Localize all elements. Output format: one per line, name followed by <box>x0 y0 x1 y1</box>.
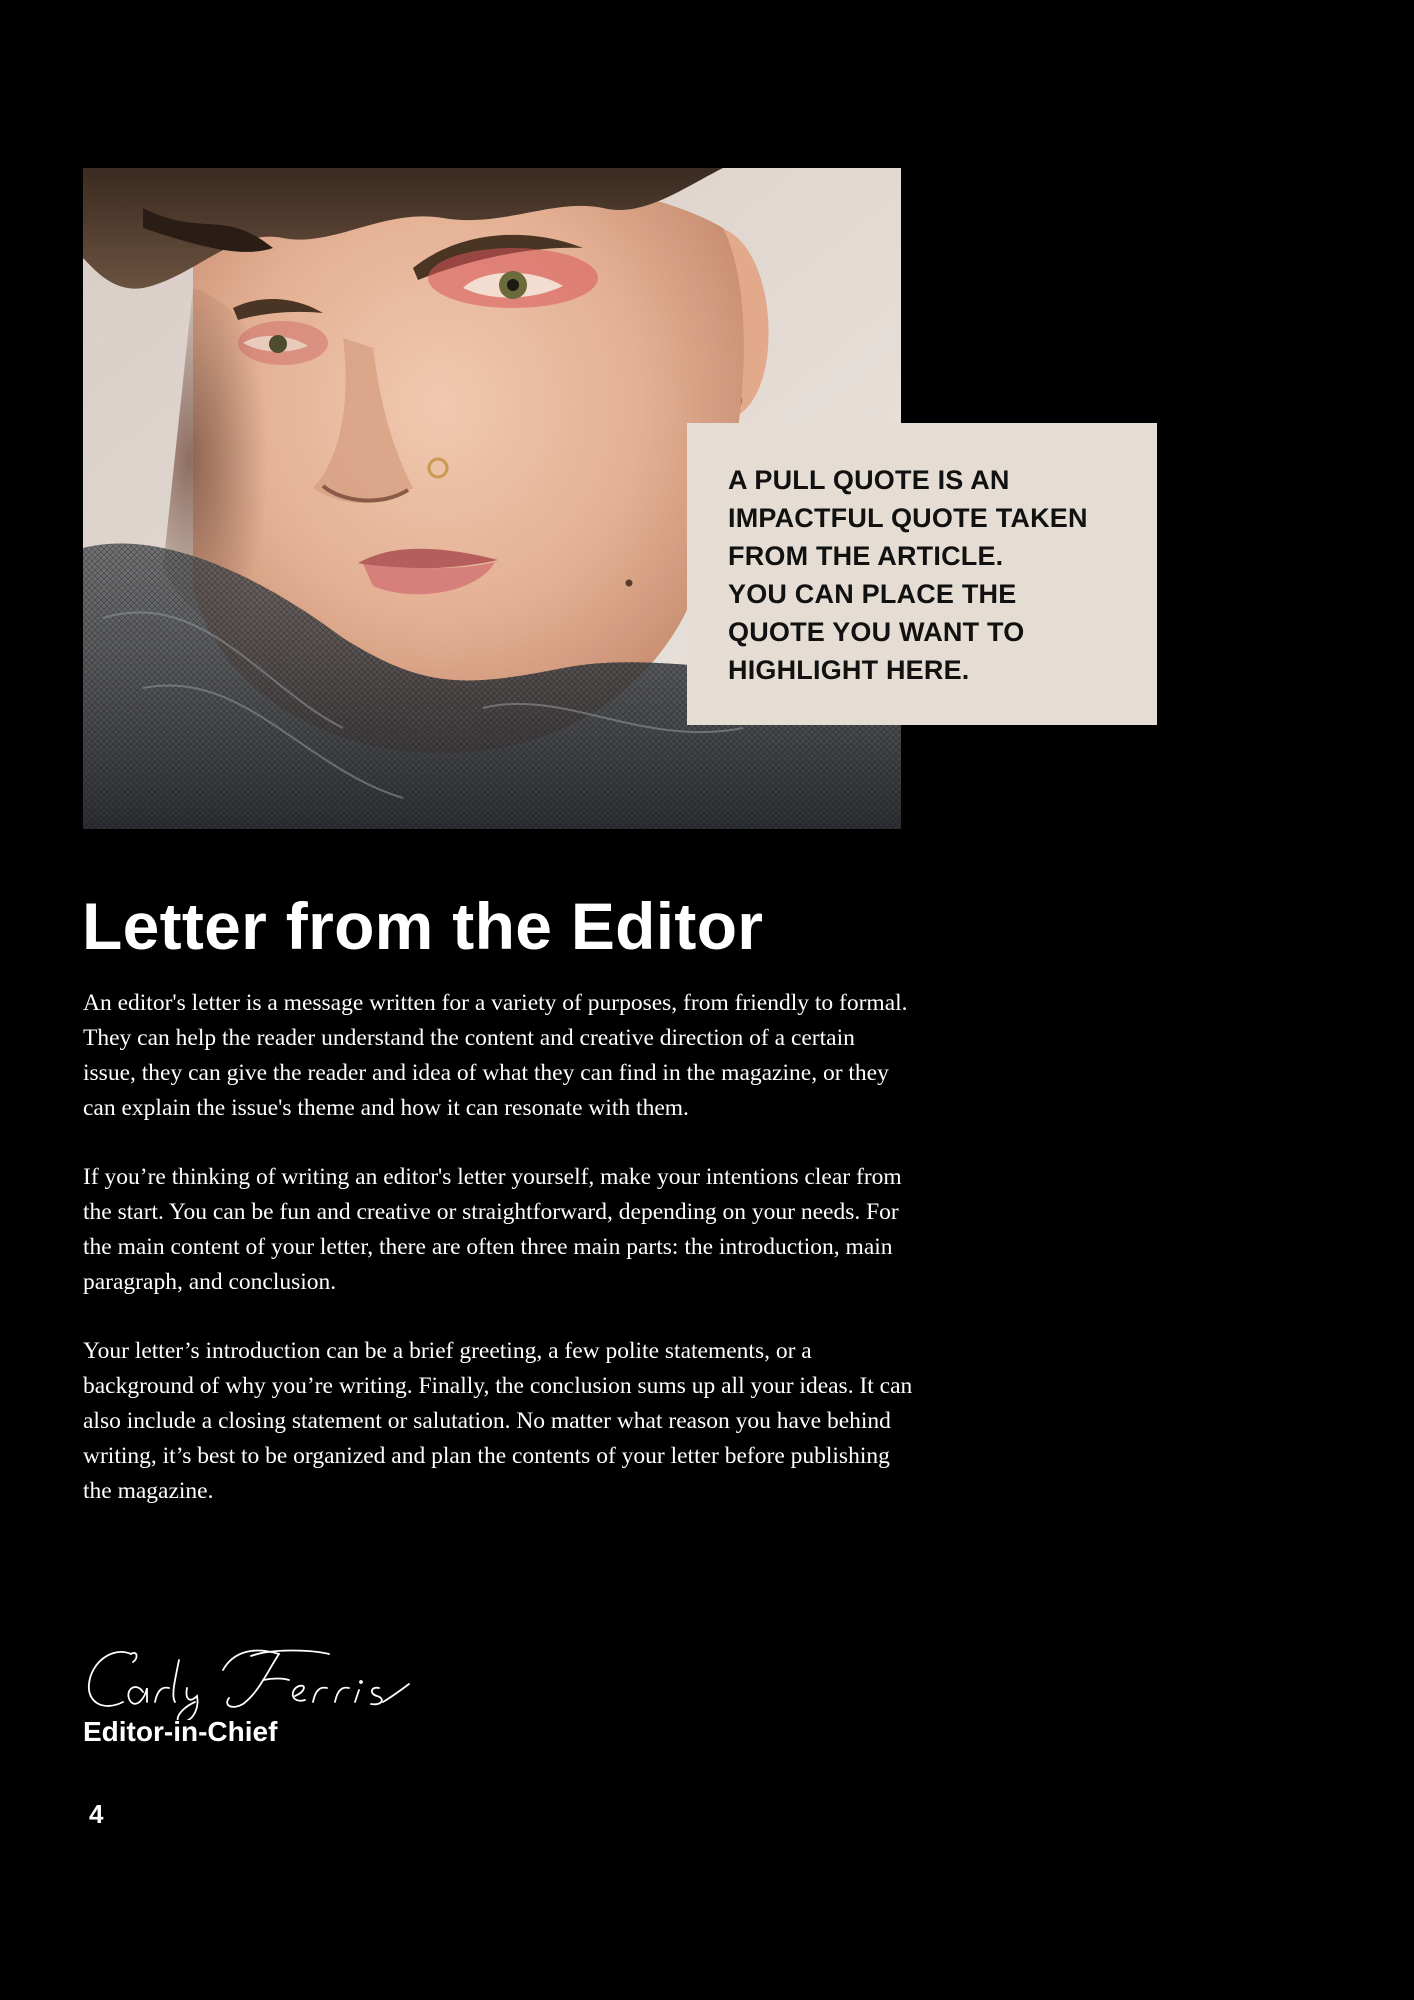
pull-quote-line: A PULL QUOTE IS AN <box>728 465 1010 495</box>
article-title: Letter from the Editor <box>82 889 764 963</box>
article-body <box>83 986 913 1543</box>
article-paragraph: An editor's letter is a message written for a variety of purposes, from friendly to formal. They can help the reader understand the content and creative direction of a certain issue, they can give the reader and idea of what they can find in the magazine, or they can explain the issue's theme and how it can resonate with them. <box>83 990 908 1121</box>
article-paragraph: Your letter’s introduction can be a brief greeting, a few polite statements, or a background of why you’re writing. Finally, the conclusion sums up all your ideas. It can also include a closing statement or salutation. No matter what reason you have behind writing, it’s best to be organized and plan the contents of your letter before publishing the magazine. <box>83 1338 913 1504</box>
page-number: 4 <box>89 1799 104 1829</box>
signature-role: Editor-in-Chief <box>83 1716 278 1747</box>
pull-quote-box <box>687 423 1157 725</box>
pull-quote-line: YOU CAN PLACE THE <box>728 579 1017 609</box>
pull-quote-line: QUOTE YOU WANT TO <box>728 617 1025 647</box>
article-paragraph: If you’re thinking of writing an editor's letter yourself, make your intentions clear from the start. You can be fun and creative or straightforward, depending on your needs. For the main content of your letter, there are often three main parts: the introduction, main paragraph, and conclusion. <box>83 1164 902 1295</box>
pull-quote-line: FROM THE ARTICLE. <box>728 541 1004 571</box>
pull-quote-text <box>728 461 1117 689</box>
pull-quote-line: IMPACTFUL QUOTE TAKEN <box>728 503 1088 533</box>
pull-quote-line: HIGHLIGHT HERE. <box>728 655 970 685</box>
handwritten-signature <box>83 1640 413 1720</box>
